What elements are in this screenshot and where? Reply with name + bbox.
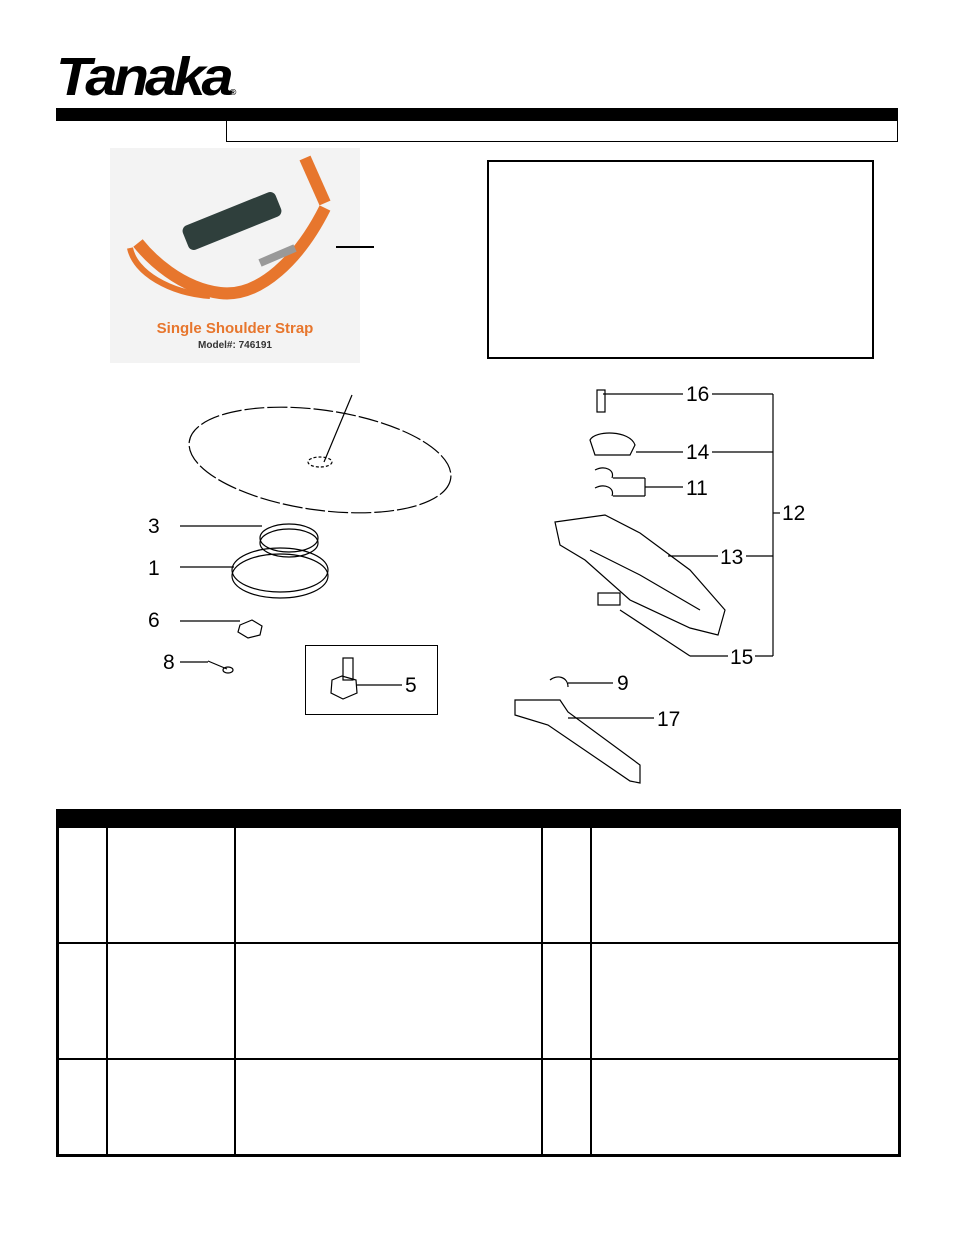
table-cell — [58, 827, 107, 943]
guard-icon — [555, 390, 725, 635]
callout-9: 9 — [617, 672, 629, 695]
header-bar — [56, 108, 898, 121]
table-cell — [235, 943, 542, 1059]
table-header-cell — [591, 811, 900, 828]
holder-icon — [232, 524, 328, 598]
nut-icon — [238, 620, 262, 638]
table-cell — [542, 943, 591, 1059]
table-cell — [107, 943, 235, 1059]
clamp-icon — [550, 677, 568, 687]
table-header-row — [58, 811, 900, 828]
bolt-inset-box — [305, 645, 438, 715]
info-box — [487, 160, 874, 359]
pin-icon — [208, 661, 233, 673]
callout-11: 11 — [686, 477, 708, 500]
callout-5: 5 — [405, 674, 417, 697]
table-cell — [542, 827, 591, 943]
parts-table — [56, 809, 901, 1157]
table-cell — [591, 827, 900, 943]
table-header-cell — [58, 811, 107, 828]
brand-name: Tanaka — [56, 47, 230, 108]
table-cell — [235, 1059, 542, 1156]
table-cell — [107, 1059, 235, 1156]
title-box — [226, 121, 898, 142]
table-header-cell — [542, 811, 591, 828]
table-cell — [58, 1059, 107, 1156]
registered-mark: ® — [229, 87, 237, 97]
table-header-cell — [235, 811, 542, 828]
bracket-icon — [515, 700, 640, 783]
callout-8: 8 — [163, 651, 175, 674]
table-cell — [591, 943, 900, 1059]
callout-16: 16 — [686, 383, 710, 406]
callout-1: 1 — [148, 557, 160, 580]
blade-icon — [182, 392, 457, 528]
callout-3: 3 — [148, 515, 160, 538]
table-cell — [591, 1059, 900, 1156]
accessory-caption: Single Shoulder Strap — [156, 320, 314, 337]
table-cell — [107, 827, 235, 943]
callout-12: 12 — [782, 502, 806, 525]
callout-6: 6 — [148, 609, 160, 632]
table-header-cell — [107, 811, 235, 828]
strap-underline — [336, 246, 374, 248]
table-cell — [58, 943, 107, 1059]
table-row — [58, 943, 900, 1059]
callout-17: 17 — [657, 708, 681, 731]
table-row — [58, 827, 900, 943]
callout-14: 14 — [686, 441, 710, 464]
parts-diagram — [0, 375, 954, 795]
callout-13: 13 — [720, 546, 744, 569]
table-row — [58, 1059, 900, 1156]
table-cell — [542, 1059, 591, 1156]
callout-15: 15 — [730, 646, 754, 669]
table-cell — [235, 827, 542, 943]
shoulder-strap-photo — [110, 148, 360, 363]
accessory-model: Model#: 746191 — [198, 340, 272, 351]
